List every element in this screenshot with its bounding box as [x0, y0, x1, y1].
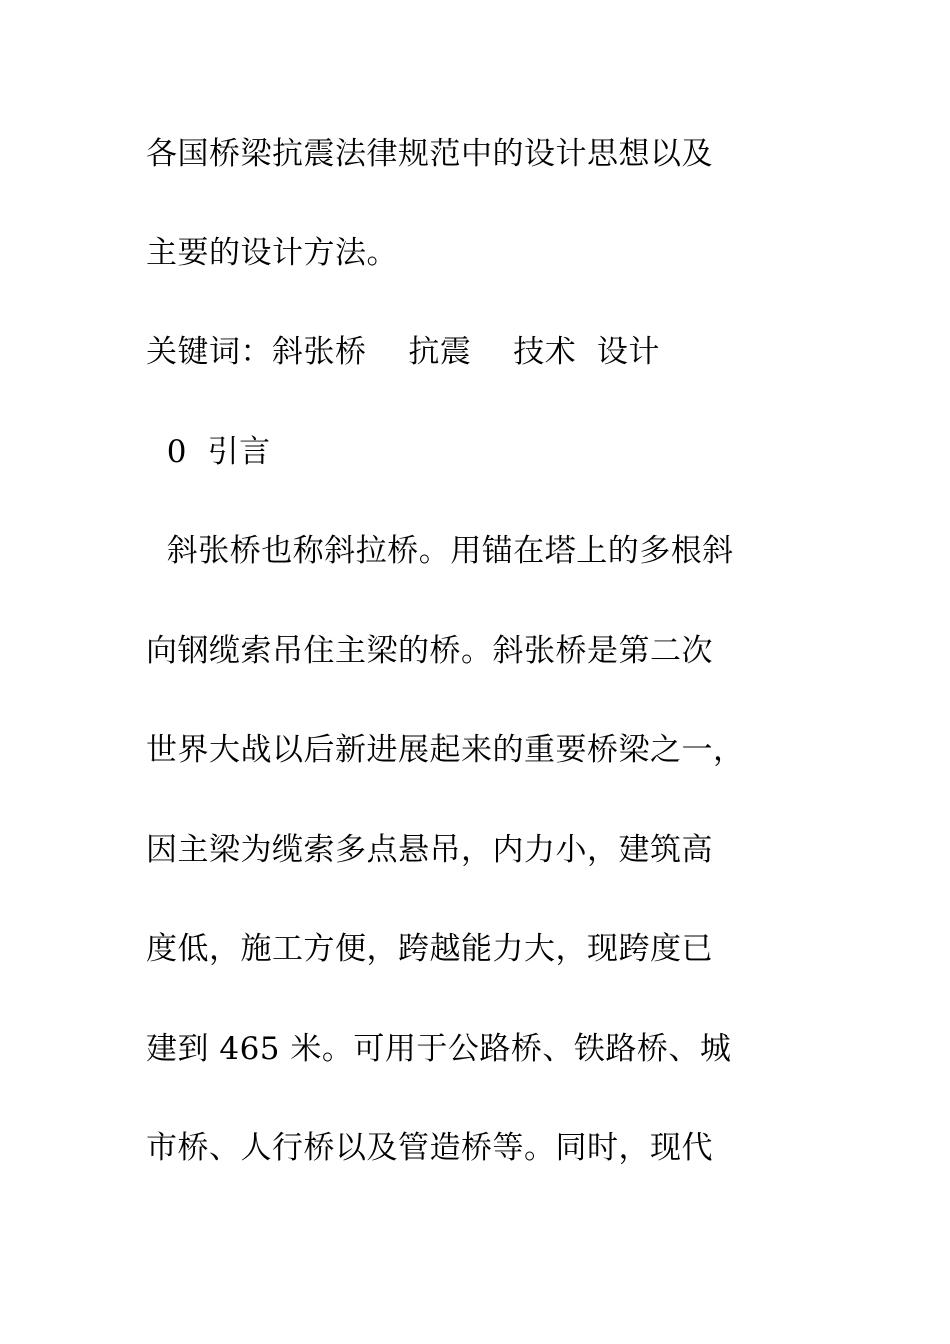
paragraph-line: 主要的设计方法。 — [146, 235, 398, 271]
paragraph-line: 向钢缆索吊住主梁的桥。斜张桥是第二次 — [146, 633, 713, 669]
paragraph-line: 各国桥梁抗震法律规范中的设计思想以及 — [146, 136, 713, 172]
paragraph-line: 因主梁为缆索多点悬吊，内力小，建筑高 — [146, 832, 713, 868]
keywords-line: 关键词：斜张桥 抗震 技术 设计 — [146, 334, 660, 370]
paragraph-line: 斜张桥也称斜拉桥。用锚在塔上的多根斜 — [146, 533, 734, 569]
paragraph-line: 市桥、人行桥以及管造桥等。同时，现代 — [146, 1130, 713, 1166]
section-heading: 0 引言 — [146, 434, 271, 470]
paragraph-line: 世界大战以后新进展起来的重要桥梁之一， — [146, 732, 745, 768]
paragraph-line: 度低，施工方便，跨越能力大，现跨度已 — [146, 931, 713, 967]
paragraph-line: 建到 465 米。可用于公路桥、铁路桥、城 — [146, 1031, 732, 1067]
